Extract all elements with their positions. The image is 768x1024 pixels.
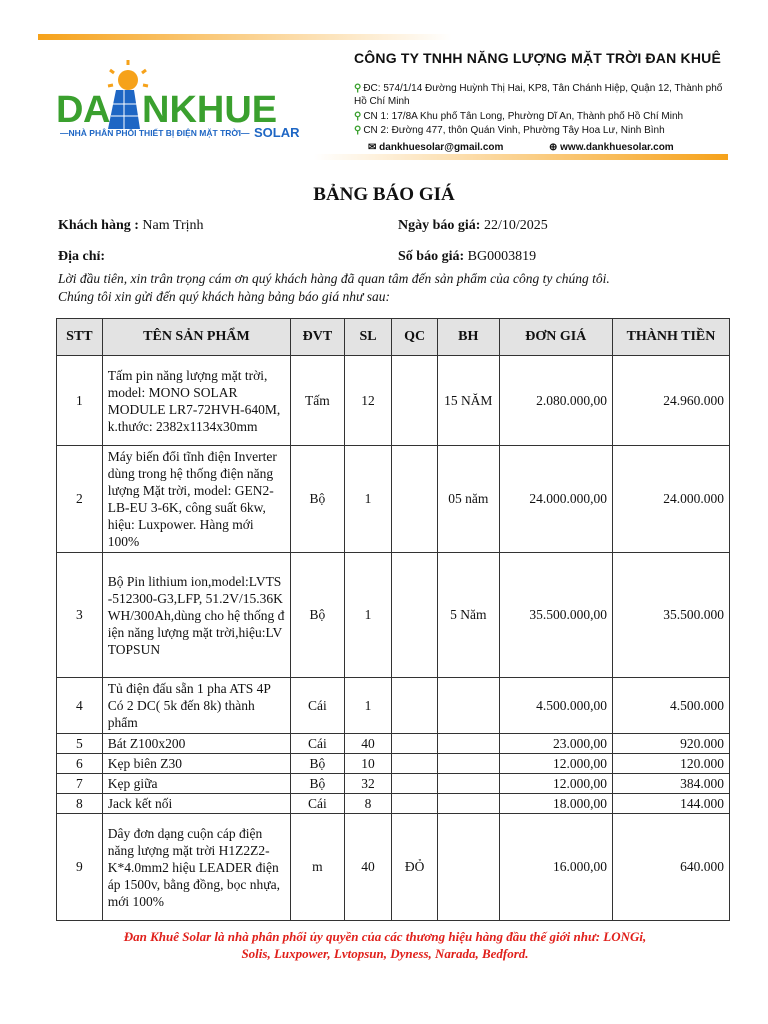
solar-panel-icon bbox=[108, 90, 140, 129]
cell-unit-price: 12.000,00 bbox=[499, 774, 612, 794]
cell-unit: Cái bbox=[291, 794, 345, 814]
header-unit-price: ĐƠN GIÁ bbox=[499, 319, 612, 356]
address-branch-2 bbox=[354, 124, 724, 137]
table-row bbox=[57, 446, 730, 553]
cell-warranty: 15 NĂM bbox=[437, 356, 499, 446]
table-row bbox=[57, 794, 730, 814]
cell-quantity: 40 bbox=[344, 814, 392, 921]
cell-unit: Tấm bbox=[291, 356, 345, 446]
cell-quantity: 8 bbox=[344, 794, 392, 814]
cell-stt: 9 bbox=[57, 814, 103, 921]
cell-unit-price: 24.000.000,00 bbox=[499, 446, 612, 553]
location-pin-icon: ⚲ bbox=[354, 111, 362, 122]
address-branch-1-text: CN 1: 17/8A Khu phố Tân Long, Phường Dĩ An, Thành phố Hồ Chí Minh bbox=[363, 111, 684, 122]
cell-stt: 5 bbox=[57, 734, 103, 754]
cell-total: 4.500.000 bbox=[612, 678, 729, 734]
cell-quantity: 32 bbox=[344, 774, 392, 794]
cell-unit: Cái bbox=[291, 678, 345, 734]
cell-spec bbox=[392, 356, 438, 446]
quote-table bbox=[56, 318, 730, 921]
cell-quantity: 40 bbox=[344, 734, 392, 754]
table-row bbox=[57, 356, 730, 446]
header-warranty: BH bbox=[437, 319, 499, 356]
cell-product-name: Tấm pin năng lượng mặt trời, model: MONO SOLAR MODULE LR7-72HVH-640M, k.thước: 2382x1134x30mm bbox=[102, 356, 290, 446]
address-branch-1 bbox=[354, 110, 724, 123]
cell-spec bbox=[392, 734, 438, 754]
cell-product-name: Dây đơn dạng cuộn cáp điện năng lượng mặt trời H1Z2Z2-K*4.0mm2 hiệu LEADER điện áp 1500v, bằng đồng, bọc nhựa, mới 100% bbox=[102, 814, 290, 921]
logo-brand-left: D bbox=[56, 89, 84, 131]
cell-warranty: 05 năm bbox=[437, 446, 499, 553]
cell-stt: 3 bbox=[57, 553, 103, 678]
company-info bbox=[316, 34, 728, 160]
header-total: THÀNH TIỀN bbox=[612, 319, 729, 356]
logo-brand-a: A bbox=[83, 89, 111, 131]
address-line bbox=[58, 249, 105, 265]
cell-quantity: 1 bbox=[344, 553, 392, 678]
logo-tagline: —NHÀ PHÂN PHỐI THIẾT BỊ ĐIỆN MẶT TRỜI— bbox=[60, 128, 250, 138]
quote-number-value: BG0003819 bbox=[467, 249, 537, 264]
cell-unit-price: 16.000,00 bbox=[499, 814, 612, 921]
cell-product-name: Tủ điện đấu sẵn 1 pha ATS 4P Có 2 DC( 5k đến 8k) thành phẩm bbox=[102, 678, 290, 734]
cell-spec bbox=[392, 678, 438, 734]
email-icon: ✉ bbox=[368, 142, 377, 153]
cell-spec bbox=[392, 754, 438, 774]
cell-product-name: Kẹp biên Z30 bbox=[102, 754, 290, 774]
company-logo bbox=[38, 34, 313, 160]
table-row bbox=[57, 678, 730, 734]
cell-quantity: 1 bbox=[344, 678, 392, 734]
date-line bbox=[398, 218, 548, 234]
cell-warranty bbox=[437, 734, 499, 754]
cell-stt: 4 bbox=[57, 678, 103, 734]
footer-line-2: Solis, Luxpower, Lvtopsun, Dyness, Narada, Bedford. bbox=[241, 946, 529, 961]
address-main-text: ĐC: 574/1/14 Đường Huỳnh Thị Hai, KP8, Tân Chánh Hiệp, Quận 12, Thành phố Hồ Chí Minh bbox=[354, 83, 723, 107]
cell-product-name: Bát Z100x200 bbox=[102, 734, 290, 754]
table-row bbox=[57, 553, 730, 678]
header-product-name: TÊN SẢN PHẨM bbox=[102, 319, 290, 356]
cell-spec bbox=[392, 553, 438, 678]
cell-total: 120.000 bbox=[612, 754, 729, 774]
company-name: CÔNG TY TNHH NĂNG LƯỢNG MẶT TRỜI ĐAN KHUÊ bbox=[354, 50, 721, 66]
cell-total: 920.000 bbox=[612, 734, 729, 754]
logo-solar: SOLAR bbox=[254, 125, 300, 140]
table-row bbox=[57, 734, 730, 754]
cell-unit-price: 2.080.000,00 bbox=[499, 356, 612, 446]
quote-number-label: Số báo giá: bbox=[398, 249, 465, 264]
cell-total: 35.500.000 bbox=[612, 553, 729, 678]
cell-quantity: 12 bbox=[344, 356, 392, 446]
cell-unit-price: 12.000,00 bbox=[499, 754, 612, 774]
cell-spec bbox=[392, 774, 438, 794]
cell-quantity: 10 bbox=[344, 754, 392, 774]
location-pin-icon: ⚲ bbox=[354, 125, 362, 136]
cell-warranty bbox=[437, 678, 499, 734]
cell-unit: Bộ bbox=[291, 553, 345, 678]
customer-line bbox=[58, 218, 204, 234]
address-label: Địa chỉ: bbox=[58, 249, 106, 264]
intro-line-2: Chúng tôi xin gửi đến quý khách hàng bảng báo giá như sau: bbox=[58, 289, 390, 304]
cell-spec bbox=[392, 794, 438, 814]
cell-quantity: 1 bbox=[344, 446, 392, 553]
cell-unit-price: 35.500.000,00 bbox=[499, 553, 612, 678]
table-header-row bbox=[57, 319, 730, 356]
intro-text bbox=[58, 270, 738, 306]
footer-line-1: Đan Khuê Solar là nhà phân phối ủy quyền của các thương hiệu hàng đầu thế giới như: LONGi, bbox=[123, 929, 647, 944]
cell-stt: 1 bbox=[57, 356, 103, 446]
cell-warranty: 5 Năm bbox=[437, 553, 499, 678]
document-title: BẢNG BÁO GIÁ bbox=[313, 184, 455, 205]
sun-icon bbox=[108, 60, 148, 90]
intro-line-1: Lời đầu tiên, xin trân trọng cám ơn quý khách hàng đã quan tâm đến sản phẩm của công ty chúng tôi. bbox=[58, 271, 610, 286]
letterhead bbox=[38, 34, 728, 160]
customer-value: Nam Trịnh bbox=[142, 218, 204, 233]
cell-total: 384.000 bbox=[612, 774, 729, 794]
cell-unit: Bộ bbox=[291, 754, 345, 774]
date-value: 22/10/2025 bbox=[483, 218, 548, 233]
header-stt: STT bbox=[57, 319, 103, 356]
cell-warranty bbox=[437, 774, 499, 794]
quote-number-line bbox=[398, 249, 536, 265]
company-email[interactable]: dankhuesolar@gmail.com bbox=[379, 142, 504, 153]
customer-label: Khách hàng : bbox=[58, 218, 139, 233]
cell-total: 24.960.000 bbox=[612, 356, 729, 446]
header-spec: QC bbox=[392, 319, 438, 356]
cell-spec bbox=[392, 446, 438, 553]
header-unit: ĐVT bbox=[291, 319, 345, 356]
cell-unit-price: 4.500.000,00 bbox=[499, 678, 612, 734]
globe-icon: ⊕ bbox=[548, 142, 558, 153]
cell-unit: Bộ bbox=[291, 446, 345, 553]
cell-warranty bbox=[437, 794, 499, 814]
cell-spec: ĐỎ bbox=[392, 814, 438, 921]
cell-warranty bbox=[437, 814, 499, 921]
address-main bbox=[354, 82, 724, 108]
cell-product-name: Bộ Pin lithium ion,model:LVTS-512300-G3,LFP, 51.2V/15.36KWH/300Ah,dùng cho hệ thống điện năng lượng mặt trời,hiệu:LVTOPSUN bbox=[102, 553, 290, 678]
cell-stt: 2 bbox=[57, 446, 103, 553]
address-branch-2-text: CN 2: Đường 477, thôn Quán Vinh, Phường Tây Hoa Lư, Ninh Bình bbox=[363, 125, 665, 136]
cell-total: 640.000 bbox=[612, 814, 729, 921]
table-row bbox=[57, 774, 730, 794]
cell-stt: 6 bbox=[57, 754, 103, 774]
cell-total: 144.000 bbox=[612, 794, 729, 814]
cell-unit: Bộ bbox=[291, 774, 345, 794]
location-pin-icon: ⚲ bbox=[354, 83, 362, 94]
cell-product-name: Jack kết nối bbox=[102, 794, 290, 814]
cell-stt: 7 bbox=[57, 774, 103, 794]
logo-brand-right: NKHUE bbox=[142, 89, 278, 131]
date-label: Ngày báo giá: bbox=[398, 218, 481, 233]
table-row bbox=[57, 754, 730, 774]
cell-product-name: Kẹp giữa bbox=[102, 774, 290, 794]
cell-warranty bbox=[437, 754, 499, 774]
cell-unit: m bbox=[291, 814, 345, 921]
contact-line bbox=[368, 142, 674, 153]
cell-product-name: Máy biến đổi tĩnh điện Inverter dùng trong hệ thống điện năng lượng Mặt trời, model: GEN2-LB-EU 3-6K, công suất 6kw, hiệu: Luxpower. Hàng mới 100% bbox=[102, 446, 290, 553]
table-row bbox=[57, 814, 730, 921]
footer-note bbox=[80, 928, 690, 962]
cell-unit-price: 18.000,00 bbox=[499, 794, 612, 814]
cell-unit: Cái bbox=[291, 734, 345, 754]
header-quantity: SL bbox=[344, 319, 392, 356]
cell-total: 24.000.000 bbox=[612, 446, 729, 553]
cell-stt: 8 bbox=[57, 794, 103, 814]
cell-unit-price: 23.000,00 bbox=[499, 734, 612, 754]
company-website[interactable]: www.dankhuesolar.com bbox=[560, 142, 674, 153]
